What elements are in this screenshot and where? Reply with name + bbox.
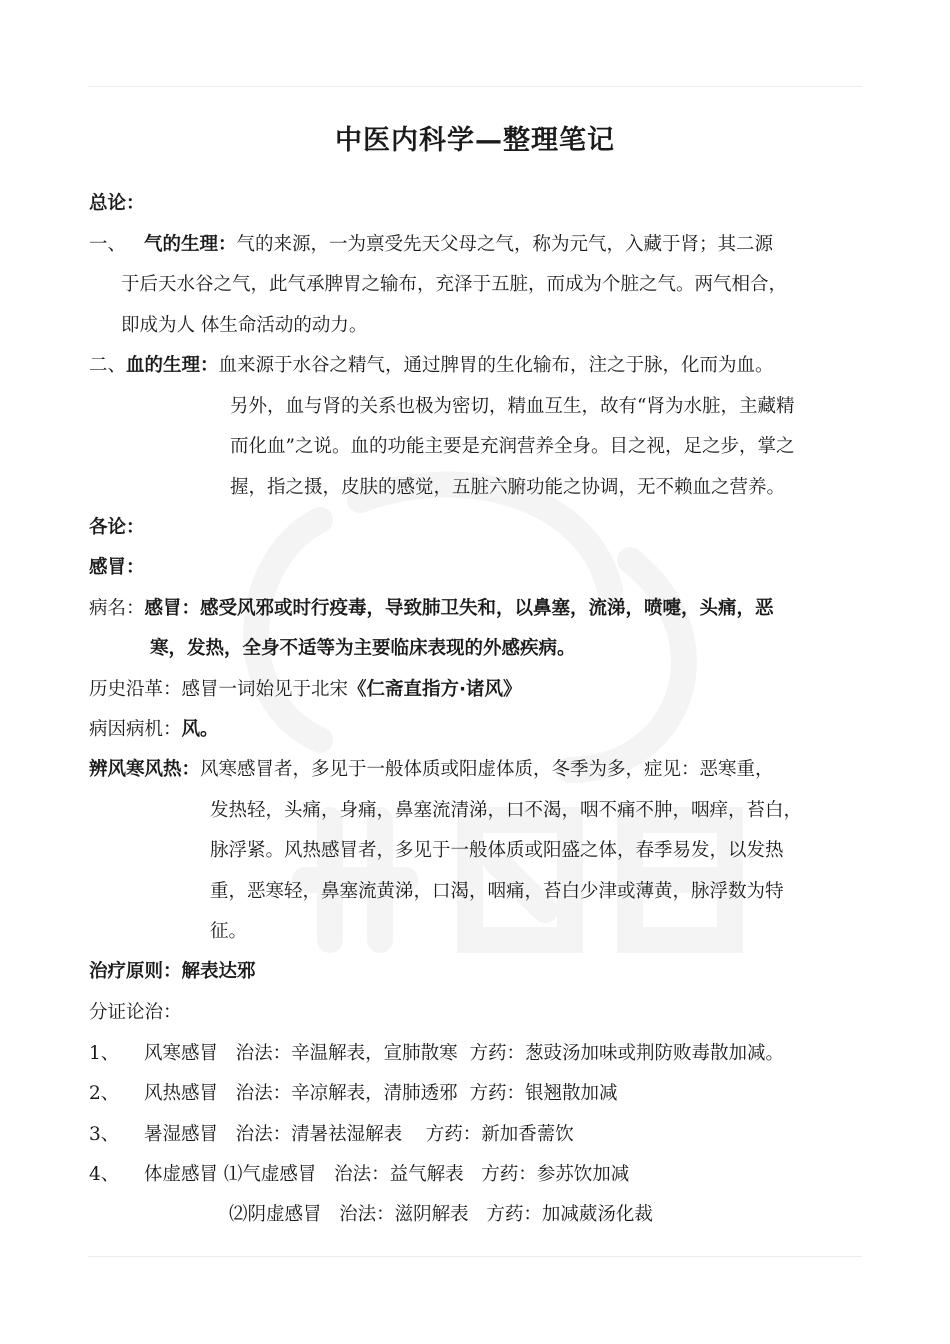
differentiate-label: 辨风寒风热： [89, 759, 201, 780]
differentiate-line-3: 脉浮紧。风热感冒者，多见于一般体质或阳盛之体，春季易发，以发热 [210, 840, 784, 861]
syndrome-formula: 方药：加减葳汤化裁 [486, 1204, 653, 1225]
blood-line-2: 另外，血与肾的关系也极为密切，精血互生，故有“肾为水脏，主藏精 [230, 396, 795, 417]
topic-heading: 感冒： [89, 557, 145, 578]
cause-line [89, 717, 219, 743]
history-label: 历史沿革： [89, 679, 182, 700]
syndrome-method: 治法：清暑祛湿解表 [235, 1124, 403, 1145]
syndrome-number: 1、 [89, 1043, 120, 1064]
syndrome-row-1 [89, 1041, 784, 1067]
qi-line-3: 即成为人 体生命活动的动力。 [121, 315, 368, 336]
differentiate-line-1 [89, 757, 774, 783]
bottom-rule [88, 1256, 862, 1257]
syndrome-name: 暑湿感冒 [144, 1124, 219, 1145]
syndrome-row-5 [229, 1202, 653, 1228]
disease-name-line-2: 寒，发热，全身不适等为主要临床表现的外感疾病。 [150, 638, 576, 659]
differentiate-line-5: 征。 [210, 921, 248, 942]
blood-line-1 [89, 353, 774, 379]
page-title: 中医内科学—整理笔记 [335, 125, 615, 156]
blood-label: 血的生理： [126, 355, 219, 376]
history-line [89, 677, 522, 703]
qi-line-1 [89, 232, 773, 258]
differentiate-line-2: 发热轻，头痛，身痛，鼻塞流清涕，口不渴，咽不痛不肿，咽痒，苔白， [210, 800, 803, 821]
differentiate-line-4: 重，恶寒轻，鼻塞流黄涕，口渴，咽痛，苔白少津或薄黄，脉浮数为特 [210, 881, 784, 902]
syndrome-row-3 [89, 1122, 574, 1148]
top-rule [88, 86, 862, 87]
blood-line-3: 而化血”之说。血的功能主要是充润营养全身。目之视，足之步，掌之 [230, 436, 795, 457]
general-heading: 总论： [89, 193, 145, 214]
syndrome-formula: 方药：参苏饮加减 [481, 1164, 630, 1185]
syndrome-name: 风寒感冒 [144, 1043, 219, 1064]
syndrome-sub: ⑵阴虚感冒 [229, 1204, 322, 1225]
syndrome-formula: 方药：葱豉汤加味或荆防败毒散加减。 [469, 1043, 784, 1064]
disease-name-text-1: 感冒：感受风邪或时行疫毒，导致肺卫失和，以鼻塞，流涕，喷嚏，头痛，恶 [144, 598, 774, 619]
qi-line-2: 于后天水谷之气，此气承脾胃之输布，充泽于五脏，而成为个脏之气。两气相合， [121, 274, 788, 295]
syndrome-number: 4、 [89, 1164, 120, 1185]
blood-number: 二、 [89, 355, 127, 376]
disease-name-line-1 [89, 596, 774, 622]
syndrome-method: 治法：辛凉解表，清肺透邪 [235, 1083, 458, 1104]
syndrome-method: 治法：益气解表 [334, 1164, 464, 1185]
history-text: 感冒一词始见于北宋 [181, 679, 349, 700]
cause-value: 风。 [181, 719, 219, 740]
syndrome-name: 体虚感冒 [144, 1164, 219, 1185]
qi-text-1: 气的来源，一为禀受先天父母之气，称为元气，入藏于肾；其二源 [236, 234, 774, 255]
history-book: 《仁斋直指方·诸风》 [348, 679, 522, 700]
syndrome-number: 2、 [89, 1083, 120, 1104]
blood-text-1: 血来源于水谷之精气，通过脾胃的生化输布，注之于脉，化而为血。 [218, 355, 774, 376]
syndrome-number: 3、 [89, 1124, 120, 1145]
syndrome-method: 治法：辛温解表，宣肺散寒 [235, 1043, 458, 1064]
syndrome-row-4 [89, 1162, 629, 1188]
syndrome-formula: 方药：银翘散加减 [469, 1083, 618, 1104]
syndrome-name: 风热感冒 [144, 1083, 219, 1104]
cause-label: 病因病机： [89, 719, 182, 740]
differentiate-text-1: 风寒感冒者，多见于一般体质或阳虚体质，冬季为多，症见：恶寒重， [200, 759, 774, 780]
syndrome-row-2 [89, 1081, 617, 1107]
syndrome-sub: ⑴气虚感冒 [223, 1164, 317, 1185]
syndrome-heading: 分证论治： [89, 1002, 182, 1023]
syndrome-formula: 方药：新加香薷饮 [425, 1124, 574, 1145]
syndrome-method: 治法：滋阴解表 [339, 1204, 469, 1225]
treatment-principle: 治疗原则：解表达邪 [89, 961, 256, 982]
blood-line-4: 握，指之摄，皮肤的感觉，五脏六腑功能之协调，无不赖血之营养。 [230, 477, 786, 498]
qi-label: 气的生理： [144, 234, 237, 255]
specific-heading: 各论： [89, 517, 145, 538]
disease-name-label: 病名： [89, 598, 145, 619]
qi-number: 一、 [89, 234, 127, 255]
